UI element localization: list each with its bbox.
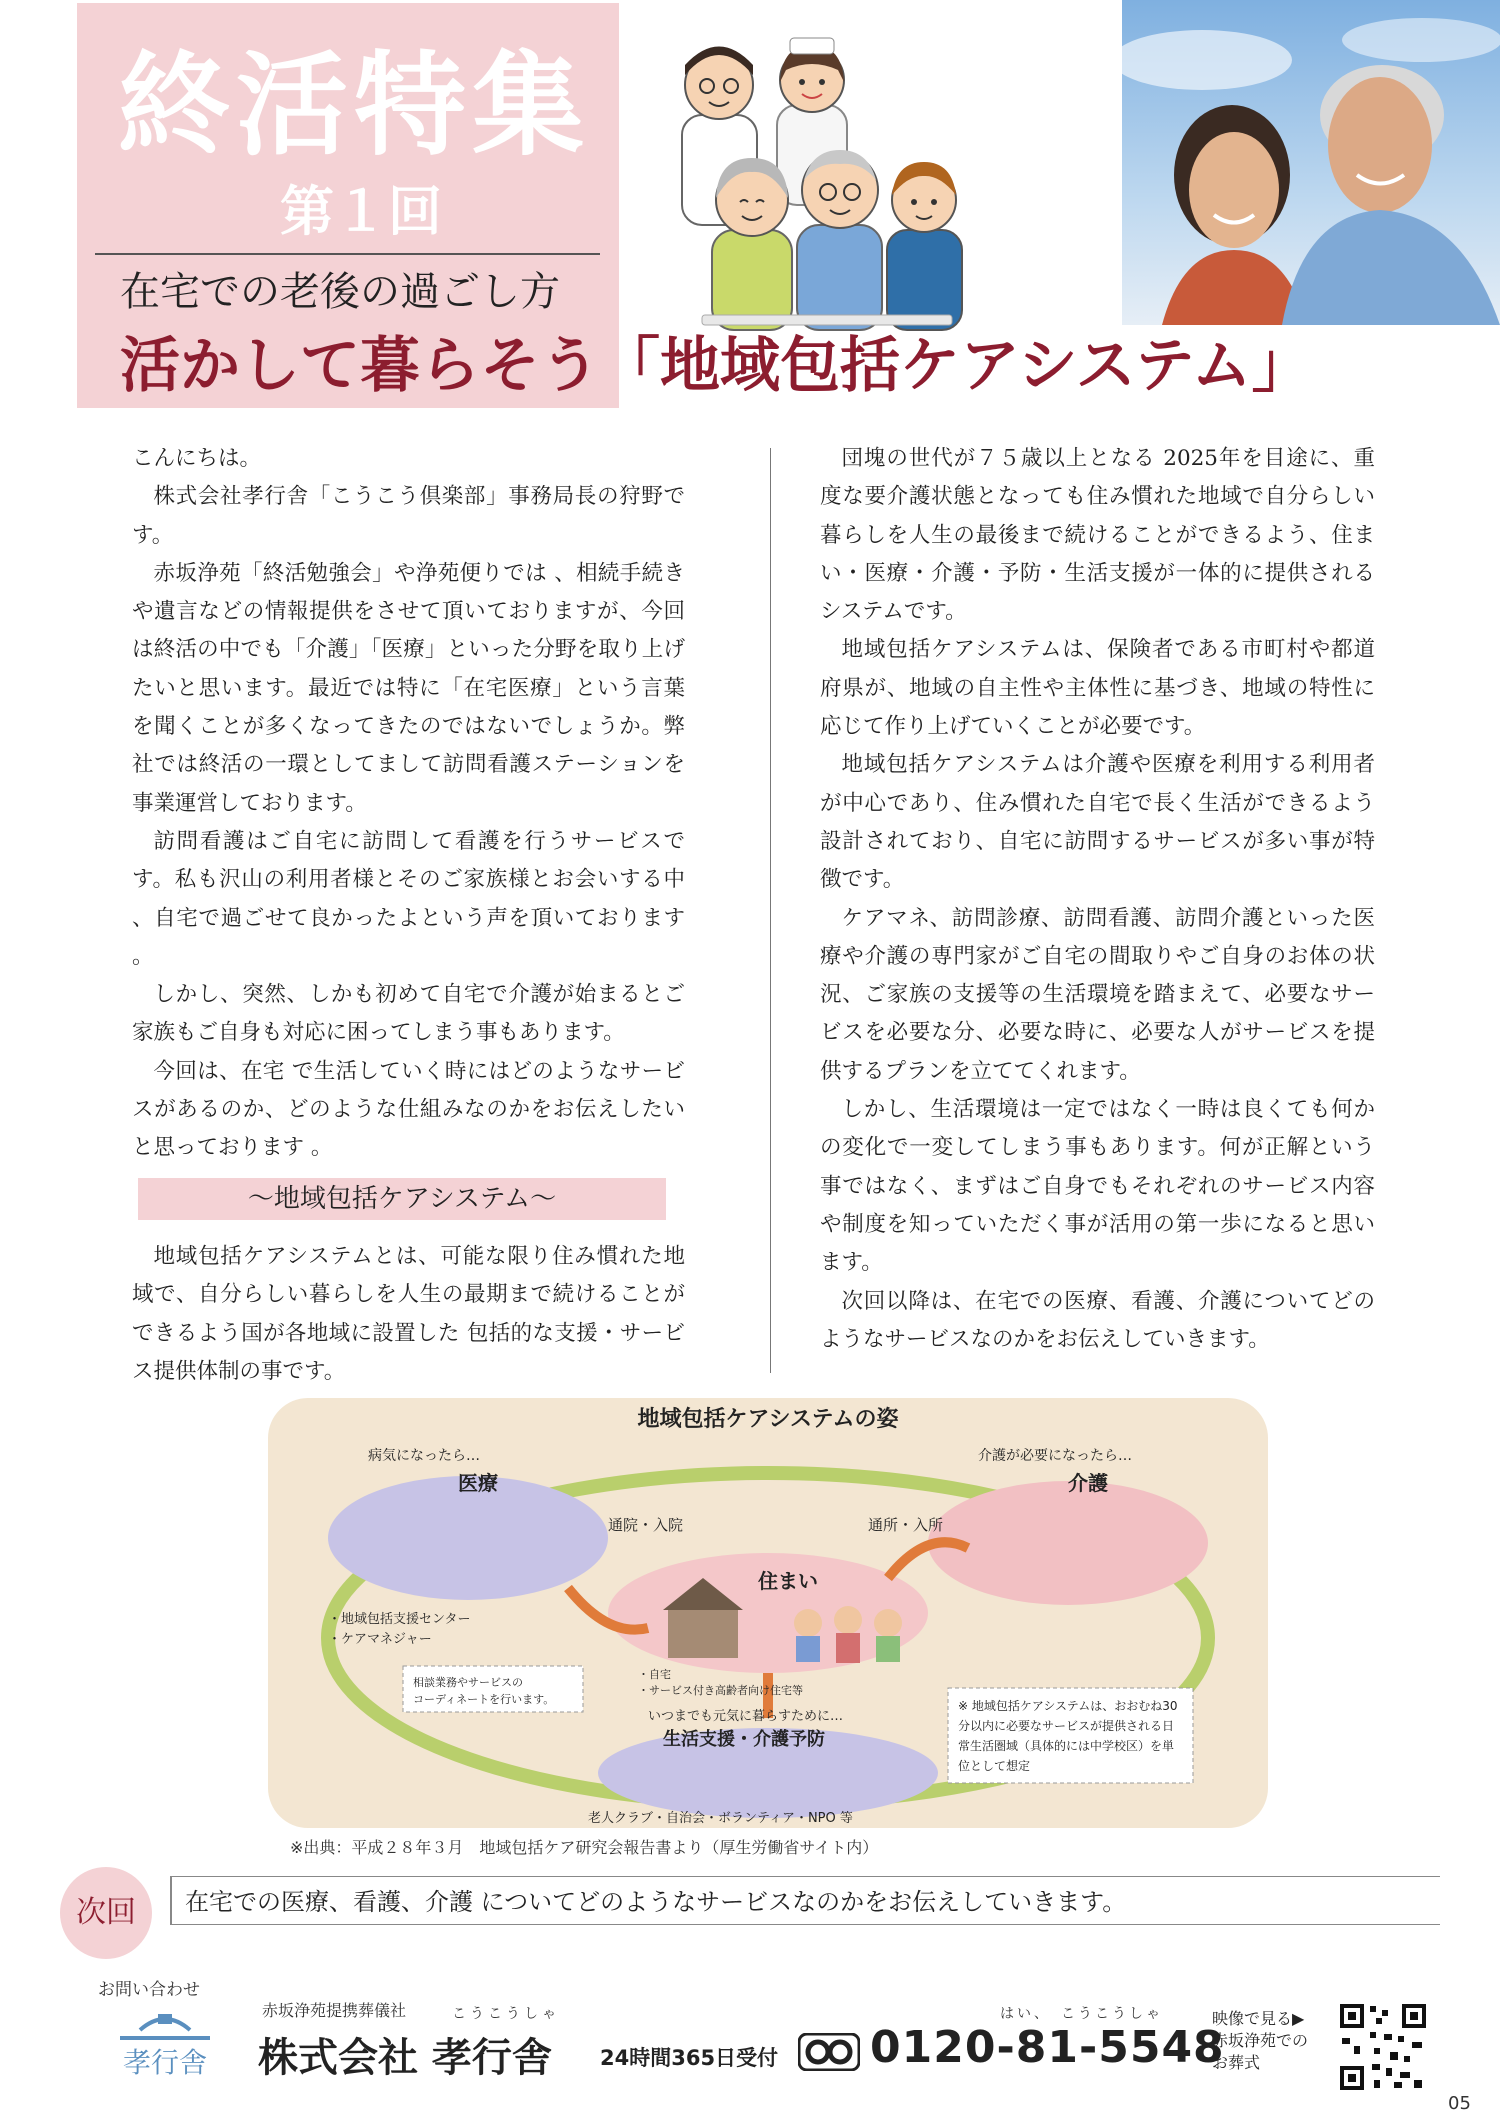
community-care-system-diagram	[268, 1398, 1268, 1828]
article-column-left-section	[132, 1238, 685, 1391]
company-name-ruby: こうこうしゃ	[452, 2006, 560, 2022]
page-number: 05	[1448, 2093, 1471, 2114]
support-center-label: ・地域包括支援センター	[328, 1612, 471, 1627]
system-note: ※ 地域包括ケアシステムは、おおむね30	[958, 1699, 1178, 1713]
next-issue-label: 次回	[76, 1895, 136, 1930]
elderly-woman-figure	[712, 158, 792, 330]
article-subtitle: 在宅での老後の過ごし方	[120, 269, 560, 315]
care-caption: 介護が必要になったら…	[978, 1448, 1132, 1464]
paragraph: 地域包括ケアシステムとは、可能な限り住み慣れた地域で、自分らしい暮らしを人生の最期まで続けることができるよう国が各地域に設置した 包括的な支援・サービス提供体制の事です。	[132, 1244, 685, 1384]
coordinate-note: コーディネートを行います。	[413, 1693, 555, 1706]
medical-label: 医療	[458, 1471, 498, 1495]
home-label: 住まい	[758, 1569, 818, 1593]
paragraph: 団塊の世代が７５歳以上となる 2025年を目途に、重度な要介護状態となっても住み慣れた地域で自分らしい暮らしを人生の最後まで続けることができるよう、住まい・医療・介護・予防・生活支援が一体的に提供されるシステムです。	[820, 446, 1375, 625]
paragraph: 赤坂浄苑「終活勉強会」や浄苑便りでは 、相続手続きや遺言などの情報提供をさせて頂いておりますが、今回は終活の中でも「介護」「医療」といった分野を取り上げたいと思います。最近では特に「在宅医療」という言葉を聞くことが多くなってきたのではないでしょうか。弊社では終活の一環としてまして訪問看護ステーションを事業運営しております。	[132, 560, 685, 816]
video-link-text: お葬式	[1212, 2053, 1261, 2072]
paragraph: 地域包括ケアシステムは介護や医療を利用する利用者が中心であり、住み慣れた自宅で長く生活ができるよう設計されており、自宅に訪問するサービスが多い事が特徴です。	[820, 752, 1375, 893]
next-issue-rule	[170, 1924, 1440, 1925]
paragraph: しかし、突然、しかも初めて自宅で介護が始まるとご家族もご自身も対応に困ってしまう事もあります。	[132, 982, 685, 1046]
next-issue-rule	[170, 1876, 172, 1924]
article-headline: 活かして暮らそう「地域包括ケアシステム」	[120, 331, 1312, 401]
logo-text: 孝行舎	[122, 2046, 208, 2079]
header-divider	[95, 253, 600, 255]
paragraph: 次回以降は、在宅での医療、看護、介護についてどのようなサービスなのかをお伝えしていきます。	[820, 1288, 1375, 1352]
arrow-right-label: 通所・入所	[868, 1516, 944, 1534]
caregiver-figure	[887, 162, 962, 330]
care-manager-label: ・ケアマネジャー	[328, 1632, 432, 1647]
senior-couple-photo	[1122, 0, 1500, 325]
medical-caption: 病気になったら…	[368, 1448, 480, 1464]
paragraph: 地域包括ケアシステムは、保険者である市町村や都道府県が、地域の自主性や主体性に基づき、地域の特性に応じて作り上げていくことが必要です。	[820, 637, 1375, 740]
paragraph-greeting: こんにちは。	[132, 446, 262, 471]
system-note: 位として想定	[958, 1759, 1031, 1773]
article-column-left	[132, 440, 685, 1168]
video-link-text: 赤坂浄苑での	[1212, 2031, 1309, 2050]
paragraph: 今回は、在宅 で生活していく時にはどのようなサービスがあるのか、どのような仕組みなのかをお伝えしたいと思っております 。	[132, 1058, 685, 1161]
care-label: 介護	[1068, 1471, 1108, 1495]
next-issue-rule	[170, 1876, 1440, 1877]
qr-code[interactable]	[1338, 2002, 1428, 2092]
next-issue-text: 在宅での医療、看護、介護 についてどのようなサービスなのかをお伝えしていきます。	[185, 1888, 1127, 1916]
article-column-right	[820, 440, 1375, 1359]
partner-label: 赤坂浄苑提携葬儀社	[262, 2001, 407, 2020]
coordinate-note: 相談業務やサービスの	[413, 1676, 523, 1689]
home-note: ・サービス付き高齢者向け住宅等	[638, 1684, 803, 1697]
home-note: ・自宅	[638, 1668, 671, 1681]
phone-number[interactable]: 0120-81-5548	[870, 2022, 1225, 2073]
issue-number: 第１回	[280, 179, 442, 243]
paragraph: 株式会社孝行舎「こうこう倶楽部」事務局長の狩野です。	[132, 484, 685, 548]
elderly-man-figure	[797, 150, 882, 330]
diagram-source-note: ※出典：平成２８年３月 地域包括ケア研究会報告書より（厚生労働省サイト内）	[290, 1838, 879, 1857]
community-groups-label: 老人クラブ・自治会・ボランティア・NPO 等	[588, 1811, 853, 1826]
system-note: 分以内に必要なサービスが提供される日	[958, 1719, 1175, 1733]
paragraph: 訪問看護はご自宅に訪問して看護を行うサービスです。私も沢山の利用者様とそのご家族様とお会いする中 、自宅で過ごせて良かったよという声を頂いております 。	[132, 828, 685, 969]
diagram-title: 地域包括ケアシステムの姿	[637, 1407, 899, 1432]
inquiry-label: お問い合わせ	[98, 1980, 200, 2000]
series-title: 終活特集	[118, 40, 590, 171]
temple-roof-icon	[120, 2014, 210, 2038]
care-team-illustration	[662, 30, 982, 340]
video-link-text: 映像で見る▶	[1212, 2009, 1305, 2028]
company-logo	[100, 2000, 230, 2080]
system-note: 常生活圏域（具体的には中学校区）を単	[958, 1739, 1175, 1753]
life-support-label: 生活支援・介護予防	[663, 1729, 825, 1750]
free-dial-icon	[798, 2033, 860, 2071]
company-name: 株式会社 孝行舎	[258, 2035, 552, 2081]
life-caption: いつまでも元気に暮らすために…	[648, 1709, 844, 1724]
column-divider	[770, 448, 771, 1373]
care-bubble	[928, 1481, 1208, 1605]
arrow-left-label: 通院・入院	[608, 1516, 684, 1534]
phone-number-ruby: はい、 こうこうしゃ	[1000, 2006, 1163, 2022]
paragraph: しかし、生活環境は一定ではなく一時は良くても何かの変化で一変してしまう事もあります。何が正解という事ではなく、まずはご自身でもそれぞれのサービス内容や制度を知っていただく事が活用の第一歩になると思います。	[820, 1097, 1375, 1276]
paragraph: ケアマネ、訪問診療、訪問看護、訪問介護といった医療や介護の専門家がご自宅の間取りやご自身のお体の状況、ご家族の支援等の生活環境を踏まえて、必要なサービスを必要な分、必要な時に、必要な人がサービスを提供するプランを立ててくれます。	[820, 905, 1375, 1084]
hours-label: 24時間365日受付	[600, 2046, 779, 2070]
section-heading: ～地域包括ケアシステム～	[247, 1184, 557, 1214]
